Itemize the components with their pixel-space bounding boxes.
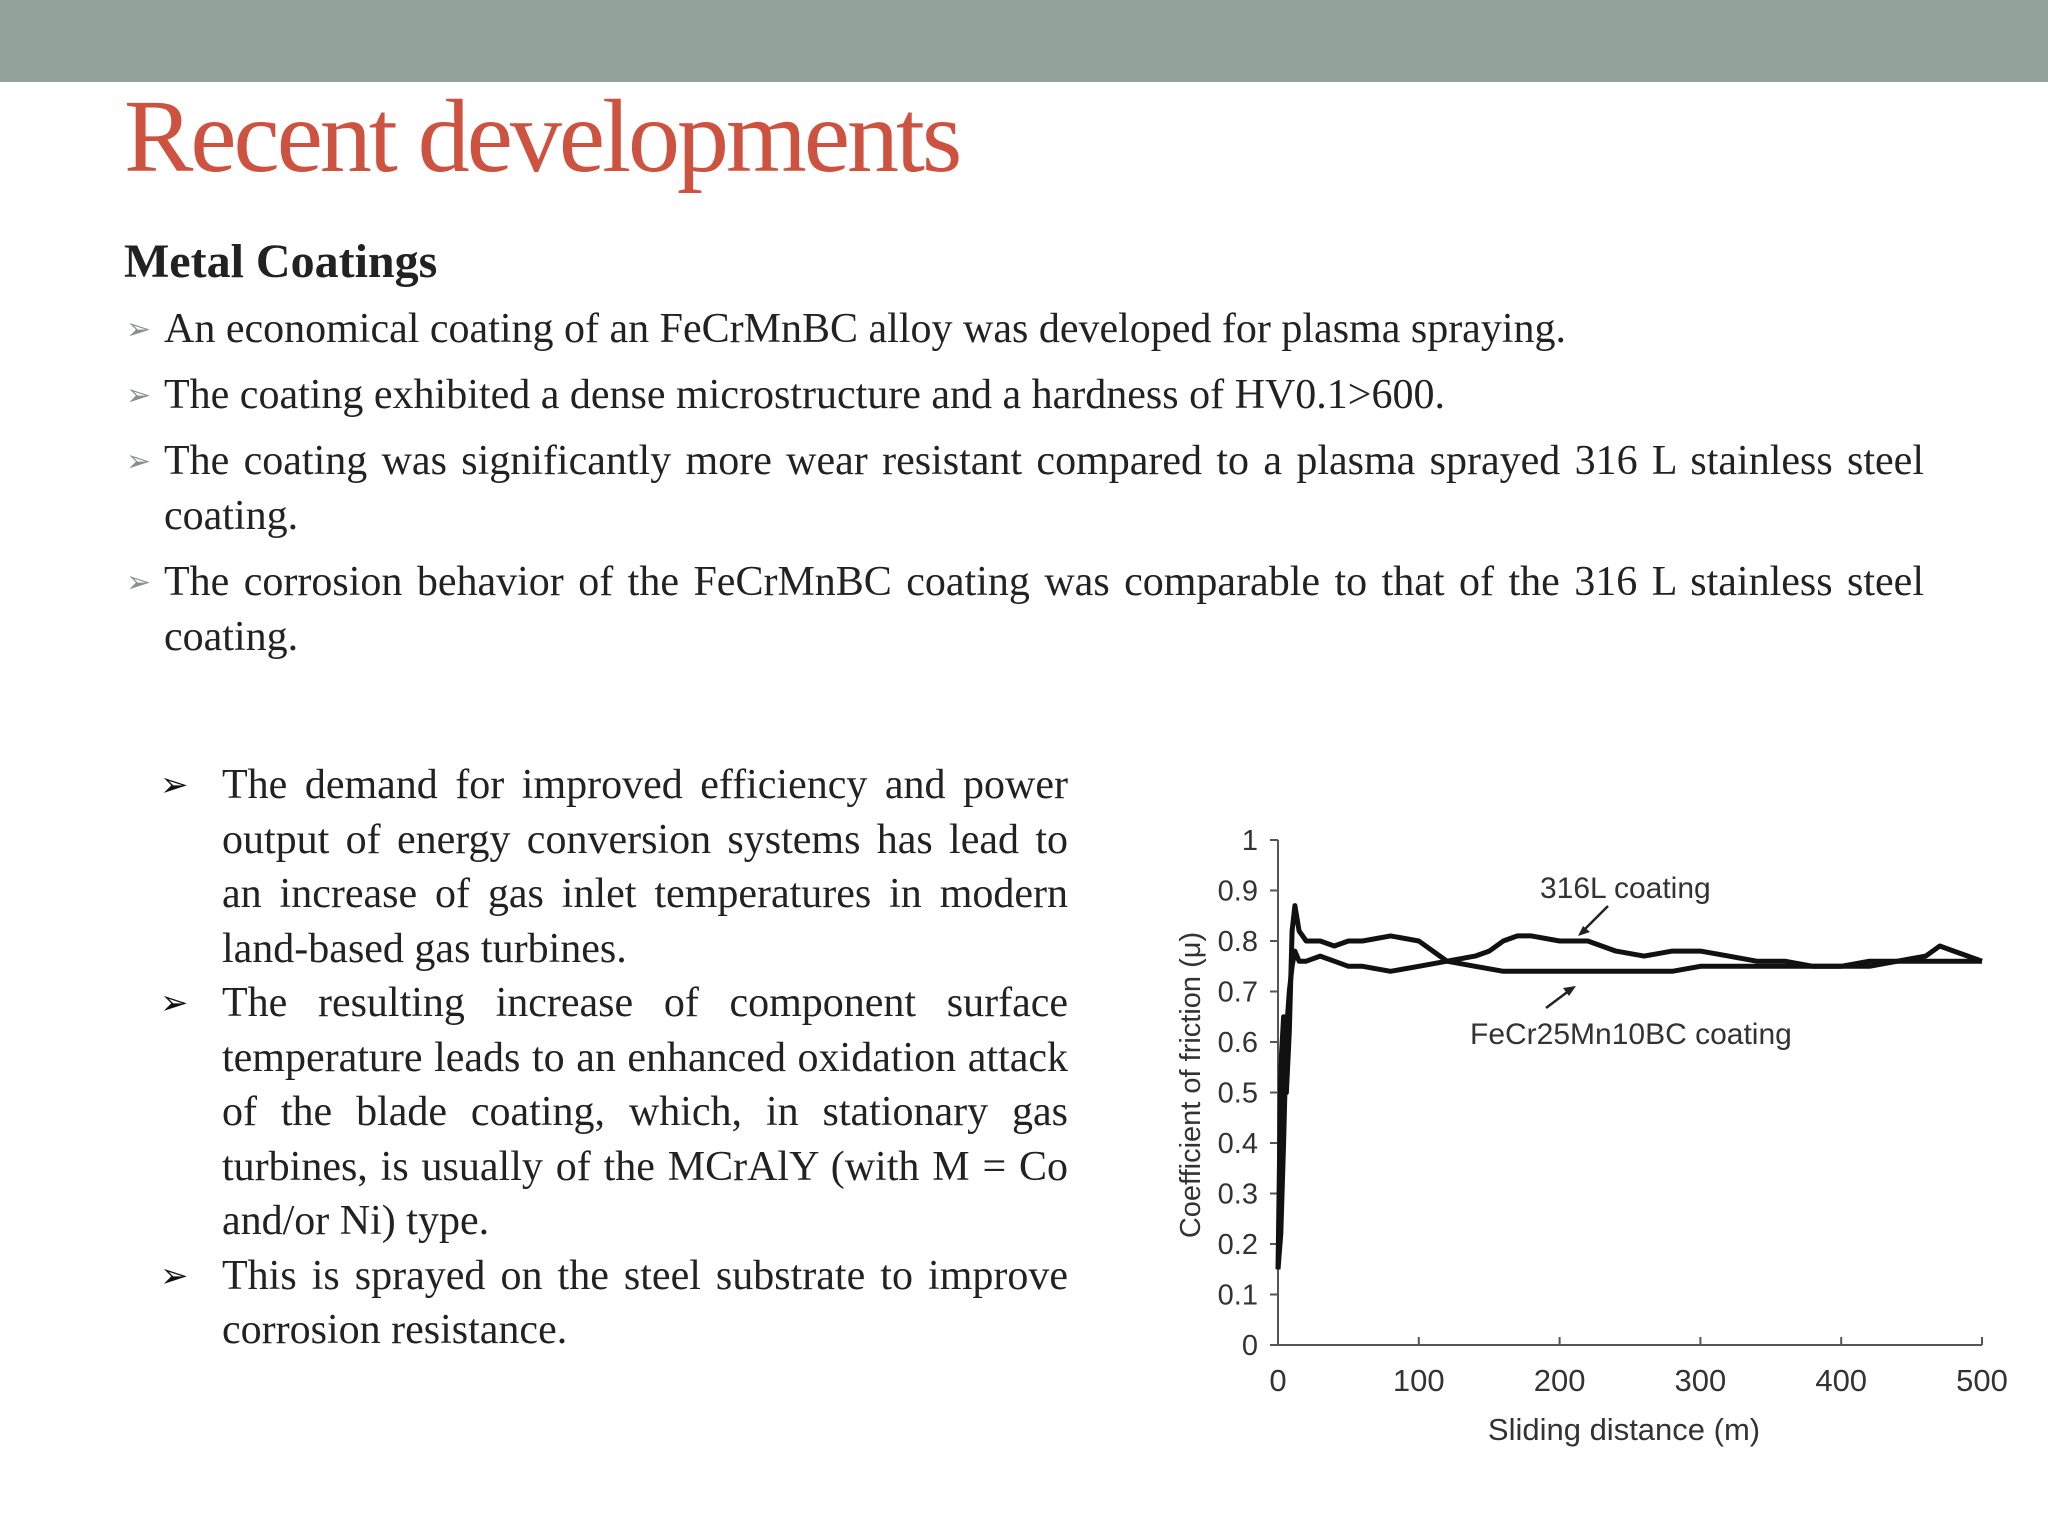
list-item (124, 555, 1924, 665)
left-bullet-list (160, 758, 1068, 1358)
bullet-text: This is sprayed on the steel substrate to improve corrosion resistance. (222, 1252, 1068, 1353)
arrow-bullet-icon: ➢ (126, 378, 152, 413)
y-tick-label: 0 (1241, 1330, 1258, 1362)
chart-series (1278, 906, 1982, 1270)
annotation-arrow-fecr (1546, 990, 1570, 1008)
bullet-text: The coating was significantly more wear resistant compared to a plasma sprayed 316 L stainless steel coating. (164, 438, 1924, 539)
annotation-316l: 316L coating (1540, 872, 1711, 905)
y-tick-label: 1 (1241, 825, 1258, 857)
bullet-text: The resulting increase of component surface temperature leads to an enhanced oxidation attack of the blade coating, which, in stationary gas turbines, is usually of the MCrAlY (with M = Co and/or Ni) type. (222, 980, 1068, 1244)
x-tick-label: 0 (1269, 1363, 1287, 1398)
list-item (160, 1249, 1068, 1358)
list-item (160, 976, 1068, 1249)
list-item (160, 758, 1068, 976)
x-tick-label: 300 (1674, 1363, 1727, 1398)
arrow-bullet-icon: ➢ (126, 565, 152, 600)
series-line-fecr25mn10bc (1278, 951, 1982, 1269)
y-tick-label: 0.8 (1217, 926, 1258, 958)
arrow-bullet-icon: ➢ (160, 1255, 189, 1296)
bullet-text: An economical coating of an FeCrMnBC alloy was developed for plasma spraying. (164, 306, 1566, 352)
annotation-fecr: FeCr25Mn10BC coating (1470, 1018, 1792, 1051)
x-tick-label: 400 (1815, 1363, 1868, 1398)
y-tick-label: 0.7 (1217, 976, 1258, 1009)
x-tick-label: 200 (1533, 1363, 1586, 1398)
bullet-text: The coating exhibited a dense microstructure and a hardness of HV0.1>600. (164, 372, 1445, 418)
y-tick-label: 0.2 (1217, 1229, 1258, 1261)
chart-ticks (1218, 825, 2008, 1398)
list-item (124, 434, 1924, 544)
list-item (124, 302, 1924, 357)
list-item (124, 368, 1924, 423)
y-tick-label: 0.6 (1217, 1027, 1258, 1059)
x-tick-label: 500 (1956, 1363, 2008, 1398)
slide-title: Recent developments (124, 79, 960, 194)
y-tick-label: 0.9 (1217, 875, 1258, 908)
arrow-bullet-icon: ➢ (126, 444, 152, 479)
y-axis-label: Coefficient of friction (μ) (1175, 931, 1207, 1239)
chart-axes (1278, 840, 1982, 1345)
x-tick-label: 100 (1392, 1363, 1445, 1398)
y-tick-label: 0.4 (1217, 1128, 1258, 1160)
section-title: Metal Coatings (124, 235, 438, 288)
arrow-bullet-icon: ➢ (126, 312, 152, 347)
bullet-text: The demand for improved efficiency and power output of energy conversion systems has lead to an increase of gas inlet temperatures in modern land-based gas turbines. (222, 762, 1068, 972)
top-bar (0, 0, 2048, 82)
bullet-text: The corrosion behavior of the FeCrMnBC coating was comparable to that of the 316 L stainless steel coating. (164, 559, 1924, 660)
friction-chart (1150, 800, 2030, 1460)
arrow-bullet-icon: ➢ (160, 765, 189, 805)
series-line-316l (1278, 906, 1982, 1270)
y-tick-label: 0.1 (1217, 1279, 1258, 1312)
top-bullet-list (124, 302, 1924, 676)
x-axis-label: Sliding distance (m) (1487, 1412, 1761, 1447)
arrow-bullet-icon: ➢ (160, 983, 189, 1023)
annotation-arrow-316l (1584, 906, 1608, 930)
y-tick-label: 0.3 (1217, 1178, 1258, 1211)
y-tick-label: 0.5 (1217, 1077, 1258, 1110)
